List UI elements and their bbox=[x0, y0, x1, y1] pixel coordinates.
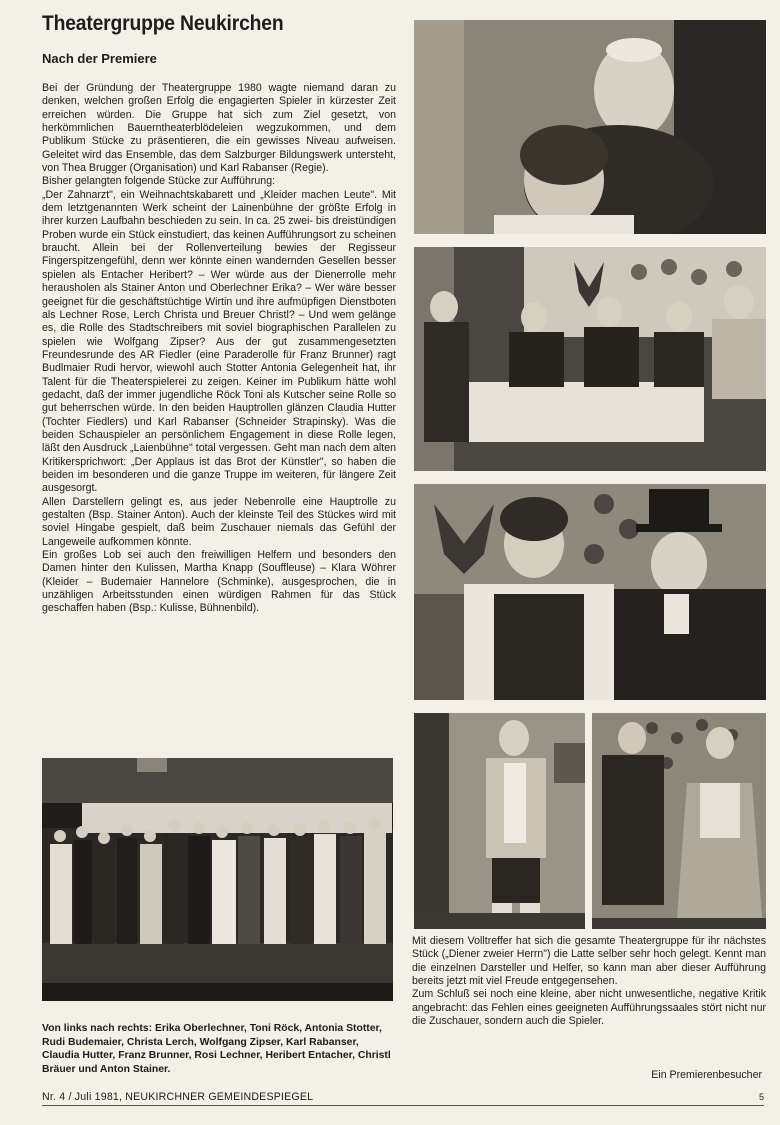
paragraph: Bei der Gründung der Theatergruppe 1980 wagte niemand daran zu denken, welchen großen Erfolg die engagierten Spieler in kürzester Zeit erreichen würden. Die Gruppe hat sich zum Ziel gesetzt, von herkömmlichen Bauerntheaterblödeleien wegzukommen, und dem Publikum Stücke zu präsentieren, die ein gewisses Niveau aufweisen. Geleitet wird das Ensemble, das dem Salzburger Bildungswerk untersteht, von Thea Brugger (Organisation) und Karl Rabanser (Regie). bbox=[42, 82, 396, 175]
paragraph: Bisher gelangten folgende Stücke zur Aufführung: bbox=[42, 175, 276, 188]
photo-two-figures-scene bbox=[592, 713, 766, 929]
article-body-continued bbox=[412, 935, 766, 1028]
article-title: Theatergruppe Neukirchen bbox=[42, 12, 284, 35]
paragraph: Zum Schluß sei noch eine kleine, aber nicht unwesentliche, negative Kritik angebracht: das Fehlen eines geeigneten Aufführungssaales stört nicht nur die Zuschauer, sondern auch die Spieler. bbox=[412, 988, 766, 1028]
group-photo-caption: Von links nach rechts: Erika Oberlechner, Toni Röck, Antonia Stotter, Rudi Budemaier, Christa Lerch, Wolfgang Zipser, Karl Rabanser, Claudia Hutter, Franz Brunner, Rosi Lechner, Heribert Entacher, Christl Bräuer und Anton Stainer. bbox=[42, 1023, 391, 1075]
article-body bbox=[42, 82, 396, 616]
paragraph: „Der Zahnarzt", ein Weihnachtskabarett und „Kleider machen Leute". Mit dem letztgenannten Werk scheint der Lainenbühne der größte Erfolg in ihrer kurzen Laufbahn beschieden zu sein. In ca. 25 zwei- bis dreistündigen Proben wurde ein Stück einstudiert, das keinen Aufführungsort zu scheinen braucht. Allein bei der Rollenverteilung bewies der Regisseur Fingerspitzengefühl, denn wer könnte einen wandernden Gesellen besser spielen als Entacher Heribert? – Wer würde aus der Dienerrolle mehr herausholen als Stainer Anton und Oberlechner Erika? – Wer wäre besser geeignet für die geschäftstüchtige Wirtin und ihre aufmüpfigen Dienstboten als Lechner Rose, Lerch Christa und Breuer Christl? – Und wem gelänge es, die Rolle des Stadtschreibers mit soviel biographischen Parallelen zu spielen wie Wolfgang Zipser? Aus der gut zusammengesetzten Freundesrunde des AR Fiedler (eine Paraderolle für Franz Brunner) ragt Budlmaier Rudi hervor, wiewohl auch Stotter Antonia Gelegenheit hat, ihr Talent für die Theaterspielerei zu zeigen. Keiner im Publikum hätte wohl gedacht, daß der immer jugendliche Röck Toni als Kutscher seine Rolle so gut beherrschen würde. In den beiden Hauptrollen glänzen Claudia Hutter (Tochter Fiedlers) und Karl Rabanser (Schneider Strapinsky). Was die beiden Schauspieler an persönlichem Engagement in diese Rolle legen, läßt den Ausdruck „Laienbühne" total vergessen. Geht man nach dem alten Kritikersprichwort: „Der Applaus ist das Brot der Künstler", so haben die beiden im besonderen und die ganze Truppe im weiteren, für längere Zeit ausgesorgt. bbox=[42, 188, 396, 495]
author-signature: Ein Premierenbesucher bbox=[651, 1069, 762, 1081]
photo-couple-scene bbox=[414, 484, 766, 700]
article-subtitle: Nach der Premiere bbox=[42, 51, 157, 66]
issue-footer: Nr. 4 / Juli 1981, NEUKIRCHNER GEMEINDESPIEGEL bbox=[42, 1091, 314, 1103]
photo-tavern-scene bbox=[414, 247, 766, 471]
paragraph: Allen Darstellern gelingt es, aus jeder Nebenrolle eine Hauptrolle zu gestalten (Bsp. Stainer Anton). Auch der kleinste Teil des Stückes wird mit soviel Hingabe gespielt, daß beim Zuschauer niemals das Gefühl der Langeweile aufkommen könnte. bbox=[42, 495, 396, 548]
paragraph: Mit diesem Volltreffer hat sich die gesamte Theatergruppe für ihr nächstes Stück („Diener zweier Herrn") die Latte selber sehr hoch gelegt. Kennt man die einzelnen Darsteller und Helfer, so kann man aber dieser Aufführung bereits jetzt mit viel Freude entgegensehen. bbox=[412, 935, 766, 988]
paragraph: Ein großes Lob sei auch den freiwilligen Helfern und besonders den Damen hinter den Kulissen, Martha Knapp (Souffleuse) – Klara Wöhrer (Kleider – Budemaier Hannelore (Schminke), ausgesprochen, die in unzähligen Arbeitsstunden einen würdigen Rahmen für das Stück geschaffen haben (Bsp.: Kulisse, Bühnenbild). bbox=[42, 549, 396, 615]
photo-full-cast bbox=[42, 758, 393, 1001]
page-number: 5 bbox=[758, 1092, 764, 1102]
photo-hairdressing-scene bbox=[414, 20, 766, 234]
photo-servant-scene bbox=[414, 713, 585, 929]
footer-divider bbox=[42, 1105, 764, 1106]
